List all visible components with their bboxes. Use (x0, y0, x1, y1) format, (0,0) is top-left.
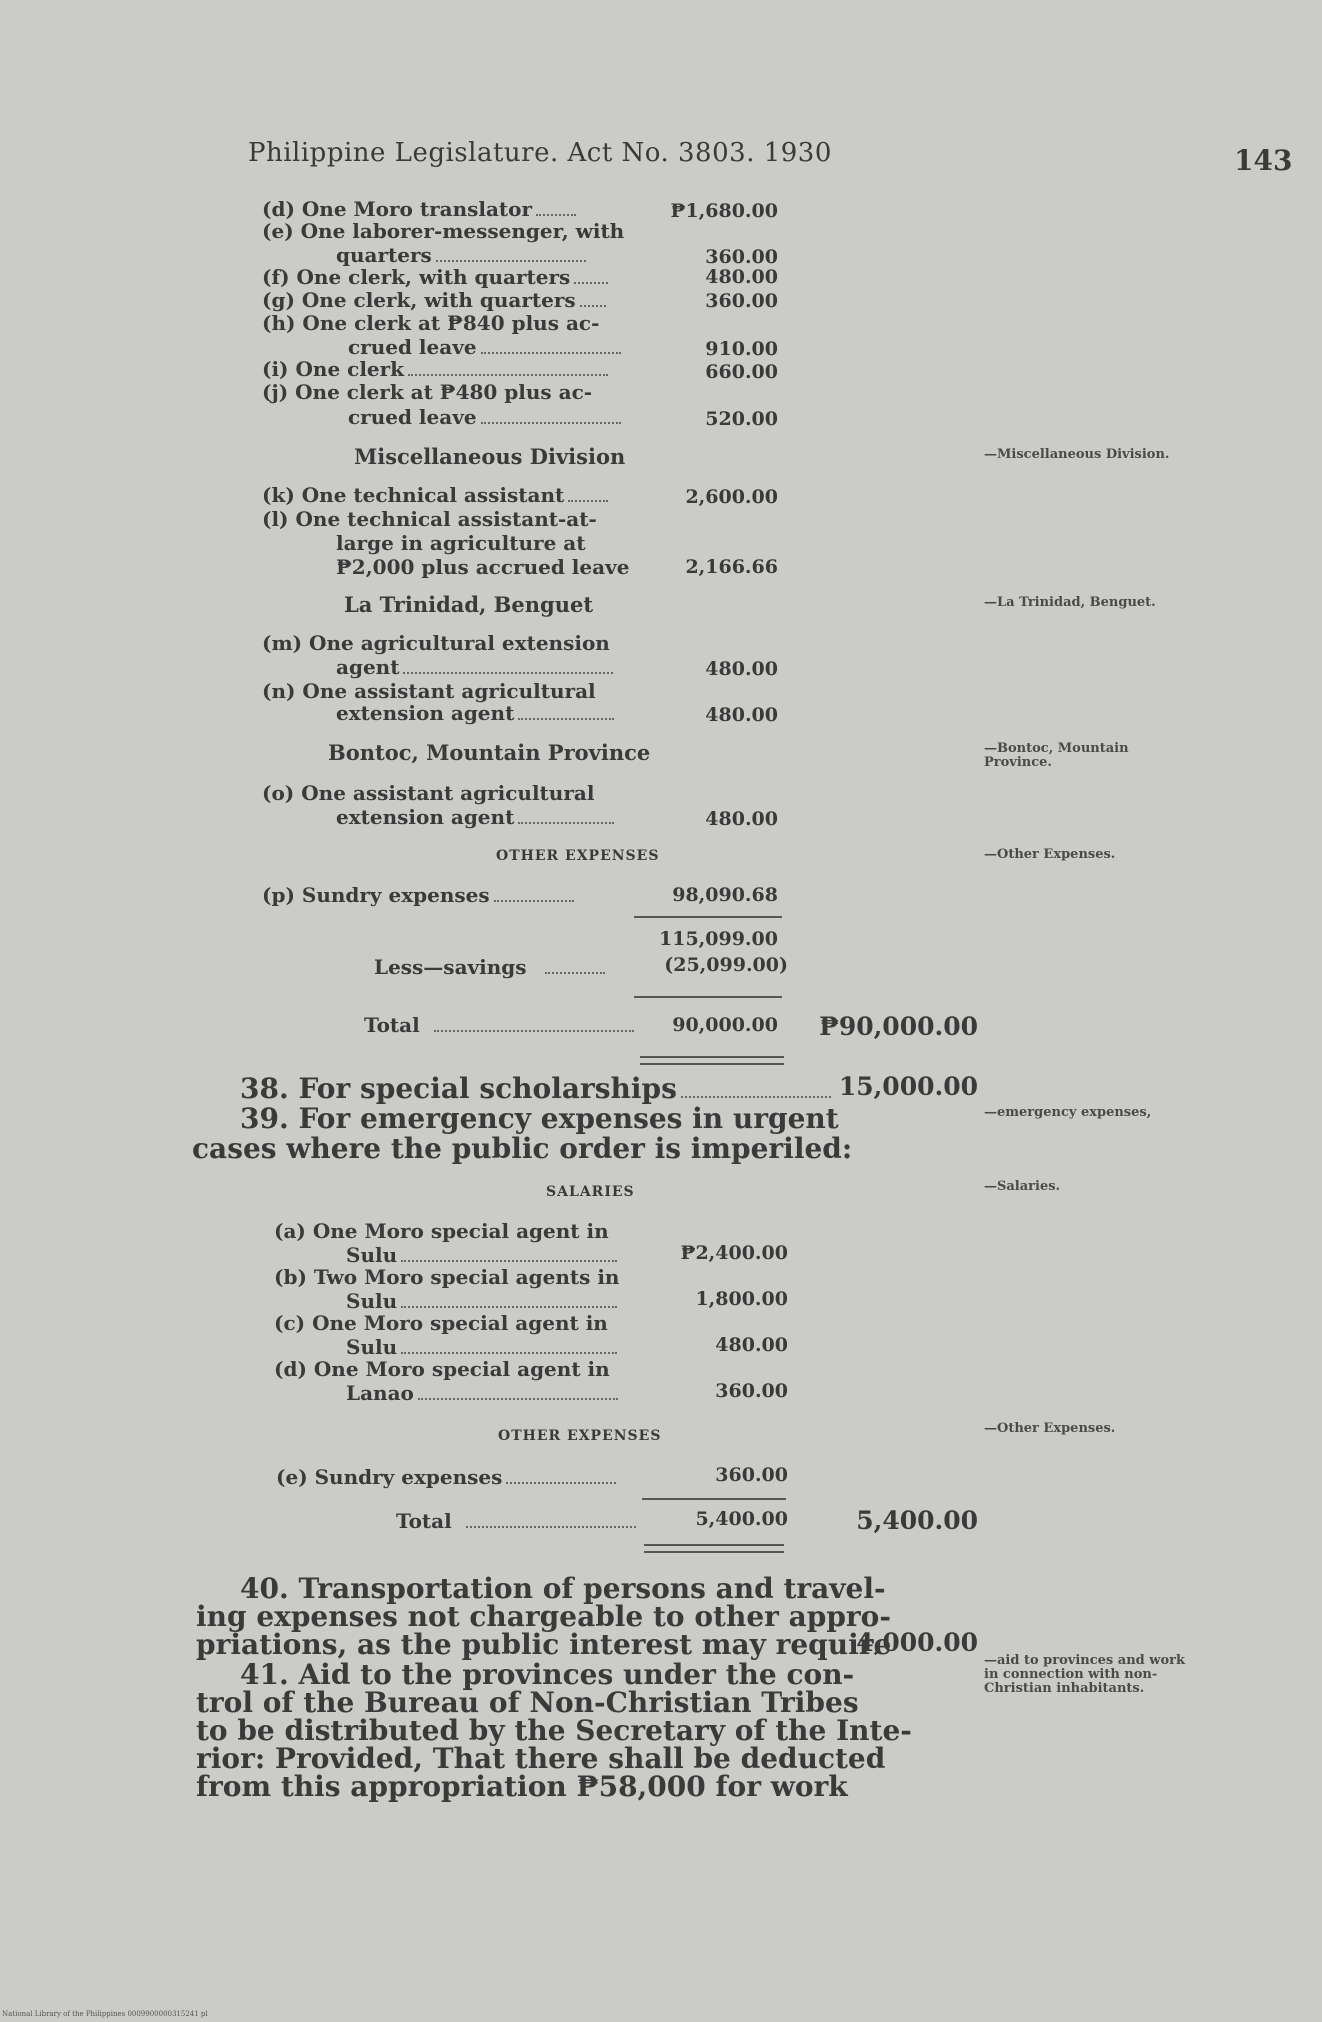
total-amount: 90,000.00 (672, 1014, 778, 1036)
item-k-amount: 2,600.00 (685, 486, 778, 508)
item-f: (f) One clerk, with quarters (262, 266, 608, 289)
salary-b-line1: (b) Two Moro special agents in (274, 1265, 620, 1289)
item-i: (i) One clerk (262, 358, 608, 381)
la-trinidad-heading: La Trinidad, Benguet (344, 592, 594, 617)
scan-footer: National Library of the Philippines 0009900000315241 pl (2, 2010, 208, 2018)
item-g-amount: 360.00 (705, 290, 778, 312)
total-2-rule (642, 1498, 786, 1500)
item-j-amount: 520.00 (705, 408, 778, 430)
bontoc-margin-note: —Bontoc, Mountain Province. (984, 741, 1129, 770)
item-41-line3: to be distributed by the Secretary of the Inte- (196, 1714, 912, 1747)
item-e-line1: (e) One laborer-messenger, with (262, 219, 625, 243)
total-2-carried-amount: 5,400.00 (856, 1506, 978, 1535)
item-l-line1: (l) One technical assistant-at- (262, 507, 597, 531)
item-m-line2: agent (336, 656, 613, 679)
item-o-line2: extension agent (336, 806, 614, 829)
item-40-line3: priations, as the public interest may require (196, 1628, 892, 1661)
salary-d-line1: (d) One Moro special agent in (274, 1357, 610, 1381)
salaries-heading: SALARIES (546, 1184, 635, 1200)
item-41-margin-note: —aid to provinces and work in connection with non-Christian inhabitants. (984, 1653, 1185, 1696)
other-expenses-margin-note: —Other Expenses. (984, 847, 1116, 862)
item-p: (p) Sundry expenses (262, 884, 574, 907)
salaries-margin-note: —Salaries. (984, 1179, 1061, 1194)
item-k: (k) One technical assistant (262, 484, 608, 507)
item-41-line4: rior: Provided, That there shall be deducted (196, 1742, 886, 1775)
item-p-amount: 98,090.68 (672, 884, 778, 906)
item-l-amount: 2,166.66 (685, 556, 778, 578)
salary-b-amount: 1,800.00 (695, 1288, 788, 1310)
less-savings-label: Less—savings (374, 956, 605, 979)
other-expenses-heading: OTHER EXPENSES (496, 848, 660, 864)
total-2-amount: 5,400.00 (695, 1508, 788, 1530)
item-m-line1: (m) One agricultural extension (262, 631, 610, 655)
item-d-amount: ₱1,680.00 (670, 200, 778, 222)
salary-a-amount: ₱2,400.00 (680, 1242, 788, 1264)
item-38: 38. For special scholarships (240, 1074, 831, 1104)
item-e-sundry: (e) Sundry expenses (276, 1466, 616, 1489)
double-rule-top (640, 1056, 784, 1058)
total-2-label: Total (396, 1510, 636, 1533)
item-39-line2: cases where the public order is imperiled: (192, 1132, 853, 1165)
total-label: Total (364, 1014, 634, 1037)
salary-d-amount: 360.00 (715, 1380, 788, 1402)
item-40-line1: 40. Transportation of persons and travel- (240, 1572, 886, 1605)
item-n-line2: extension agent (336, 702, 614, 725)
total-carried-amount: ₱90,000.00 (819, 1012, 978, 1041)
item-n-amount: 480.00 (705, 704, 778, 726)
item-i-amount: 660.00 (705, 361, 778, 383)
less-savings-amount: (25,099.00) (664, 954, 788, 976)
item-g: (g) One clerk, with quarters (262, 289, 606, 312)
item-n-line1: (n) One assistant agricultural (262, 679, 596, 703)
item-40-line2: ing expenses not chargeable to other appro- (196, 1600, 891, 1633)
item-e-sundry-amount: 360.00 (715, 1464, 788, 1486)
item-39-line1: 39. For emergency expenses in urgent (240, 1102, 839, 1135)
item-j-line2: crued leave (348, 406, 621, 429)
item-f-amount: 480.00 (705, 266, 778, 288)
item-40-amount: 4,000.00 (856, 1628, 978, 1657)
double-rule-2-top (644, 1544, 784, 1546)
item-39-margin-note: —emergency expenses, (984, 1105, 1152, 1120)
item-j-line1: (j) One clerk at ₱480 plus ac- (262, 380, 593, 404)
item-h-line1: (h) One clerk at ₱840 plus ac- (262, 311, 600, 335)
item-l-line2: large in agriculture at (336, 531, 586, 555)
double-rule-2-bottom (644, 1551, 784, 1553)
total-rule (634, 996, 782, 998)
item-41-line2: trol of the Bureau of Non-Christian Tribes (196, 1686, 859, 1719)
salary-a-line1: (a) One Moro special agent in (274, 1219, 609, 1243)
subtotal-amount: 115,099.00 (659, 928, 778, 950)
misc-division-heading: Miscellaneous Division (354, 444, 626, 469)
salary-a-line2: Sulu (346, 1244, 617, 1267)
running-header: Philippine Legislature. Act No. 3803. 1930 (248, 138, 832, 168)
salary-c-amount: 480.00 (715, 1334, 788, 1356)
item-l-line3: ₱2,000 plus accrued leave (336, 555, 630, 579)
item-41-line1: 41. Aid to the provinces under the con- (240, 1658, 855, 1691)
la-trinidad-margin-note: —La Trinidad, Benguet. (984, 595, 1156, 610)
item-38-amount: 15,000.00 (838, 1072, 978, 1101)
item-o-amount: 480.00 (705, 808, 778, 830)
subtotal-rule (634, 916, 782, 918)
misc-division-margin-note: —Miscellaneous Division. (984, 447, 1170, 462)
item-41-line5: from this appropriation ₱58,000 for work (196, 1770, 848, 1803)
other-expenses-2-heading: OTHER EXPENSES (498, 1428, 662, 1444)
page-number: 143 (1234, 144, 1293, 177)
item-e-line2: quarters (336, 244, 586, 267)
salary-b-line2: Sulu (346, 1290, 617, 1313)
item-e-amount: 360.00 (705, 246, 778, 268)
item-o-line1: (o) One assistant agricultural (262, 781, 595, 805)
double-rule-bottom (640, 1063, 784, 1065)
salary-c-line2: Sulu (346, 1336, 617, 1359)
item-h-line2: crued leave (348, 336, 621, 359)
salary-c-line1: (c) One Moro special agent in (274, 1311, 608, 1335)
salary-d-line2: Lanao (346, 1382, 618, 1405)
item-d: (d) One Moro translator (262, 198, 576, 221)
bontoc-heading: Bontoc, Mountain Province (328, 740, 651, 765)
other-expenses-2-margin-note: —Other Expenses. (984, 1421, 1116, 1436)
item-m-amount: 480.00 (705, 658, 778, 680)
item-h-amount: 910.00 (705, 338, 778, 360)
